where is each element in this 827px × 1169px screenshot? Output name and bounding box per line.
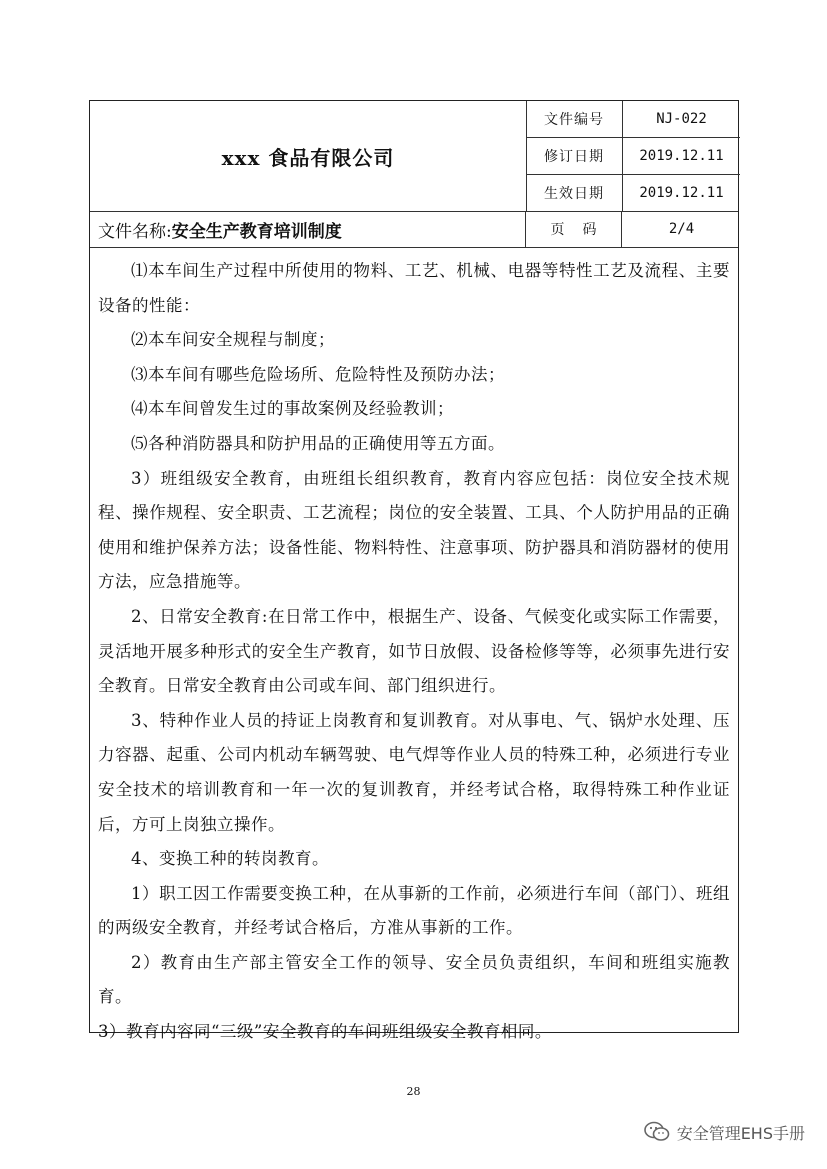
company-name: xxx 食品有限公司 — [90, 101, 527, 211]
meta-value: 2019.12.11 — [639, 148, 724, 164]
body-paragraph: 2）教育由生产部主管安全工作的领导、安全员负责组织，车间和班组实施教育。 — [98, 952, 730, 1007]
meta-row-revision-date — [526, 138, 740, 175]
body-paragraph: 4、变换工种的转岗教育。 — [131, 849, 329, 869]
meta-row-effective-date — [526, 175, 740, 211]
document-name-label: 文件名称: — [98, 221, 172, 242]
document-table — [89, 100, 739, 1042]
body-paragraph: ⑸各种消防器具和防护用品的正确使用等五方面。 — [131, 433, 505, 453]
body-paragraph: 1）职工因工作需要变换工种，在从事新的工作前，必须进行车间（部门）、班组的两级安全教育，并经考试合格后，方准从事新的工作。 — [98, 883, 730, 938]
meta-label: 文件编号 — [526, 101, 623, 137]
watermark — [643, 1120, 805, 1144]
body-paragraph: 3）教育内容同“三级”安全教育的车间班组级安全教育相同。 — [98, 1022, 552, 1042]
body-paragraph: ⑷本车间曾发生过的事故案例及经验教训； — [131, 399, 454, 419]
page-label: 页码 — [526, 211, 622, 247]
document-name — [90, 211, 526, 247]
body-paragraph: 3、特种作业人员的持证上岗教育和复训教育。对从事电、气、锅炉水处理、压力容器、起重、公司内机动车辆驾驶、电气焊等作业人员的特殊工种，必须进行专业安全技术的培训教育和一年一次的复训教育，并经考试合格，取得特殊工种作业证后，方可上岗独立操作。 — [98, 710, 730, 834]
body-paragraph: ⑴本车间生产过程中所使用的物料、工艺、机械、电器等特性工艺及流程、主要设备的性能： — [98, 261, 730, 315]
header-block — [90, 101, 738, 212]
meta-value: NJ-022 — [656, 111, 707, 127]
body-paragraph: ⑵本车间安全规程与制度； — [131, 330, 335, 350]
document-body — [90, 248, 738, 1050]
meta-row-file-number — [526, 101, 740, 138]
wechat-icon — [643, 1120, 671, 1144]
body-paragraph: ⑶本车间有哪些危险场所、危险特性及预防办法； — [131, 364, 505, 384]
title-row — [90, 211, 738, 248]
body-paragraph: 3）班组级安全教育，由班组长组织教育，教育内容应包括：岗位安全技术规程、操作规程、安全职责、工艺流程；岗位的安全装置、工具、个人防护用品的正确使用和维护保养方法；设备性能、物料特性、注意事项、防护器具和消防器材的使用方法，应急措施等。 — [98, 468, 730, 592]
page-value: 2/4 — [668, 221, 695, 237]
meta-value: 2019.12.11 — [639, 185, 724, 201]
document-name-value: 安全生产教育培训制度 — [171, 221, 342, 242]
page-number: 28 — [406, 1085, 421, 1098]
watermark-text: 安全管理EHS手册 — [676, 1123, 805, 1143]
meta-label: 修订日期 — [526, 138, 623, 174]
meta-label: 生效日期 — [526, 175, 623, 211]
body-paragraph: 2、日常安全教育:在日常工作中，根据生产、设备、气候变化或实际工作需要，灵活地开展多种形式的安全生产教育，如节日放假、设备检修等等，必须事先进行安全教育。日常安全教育由公司或车间、部门组织进行。 — [98, 606, 730, 696]
